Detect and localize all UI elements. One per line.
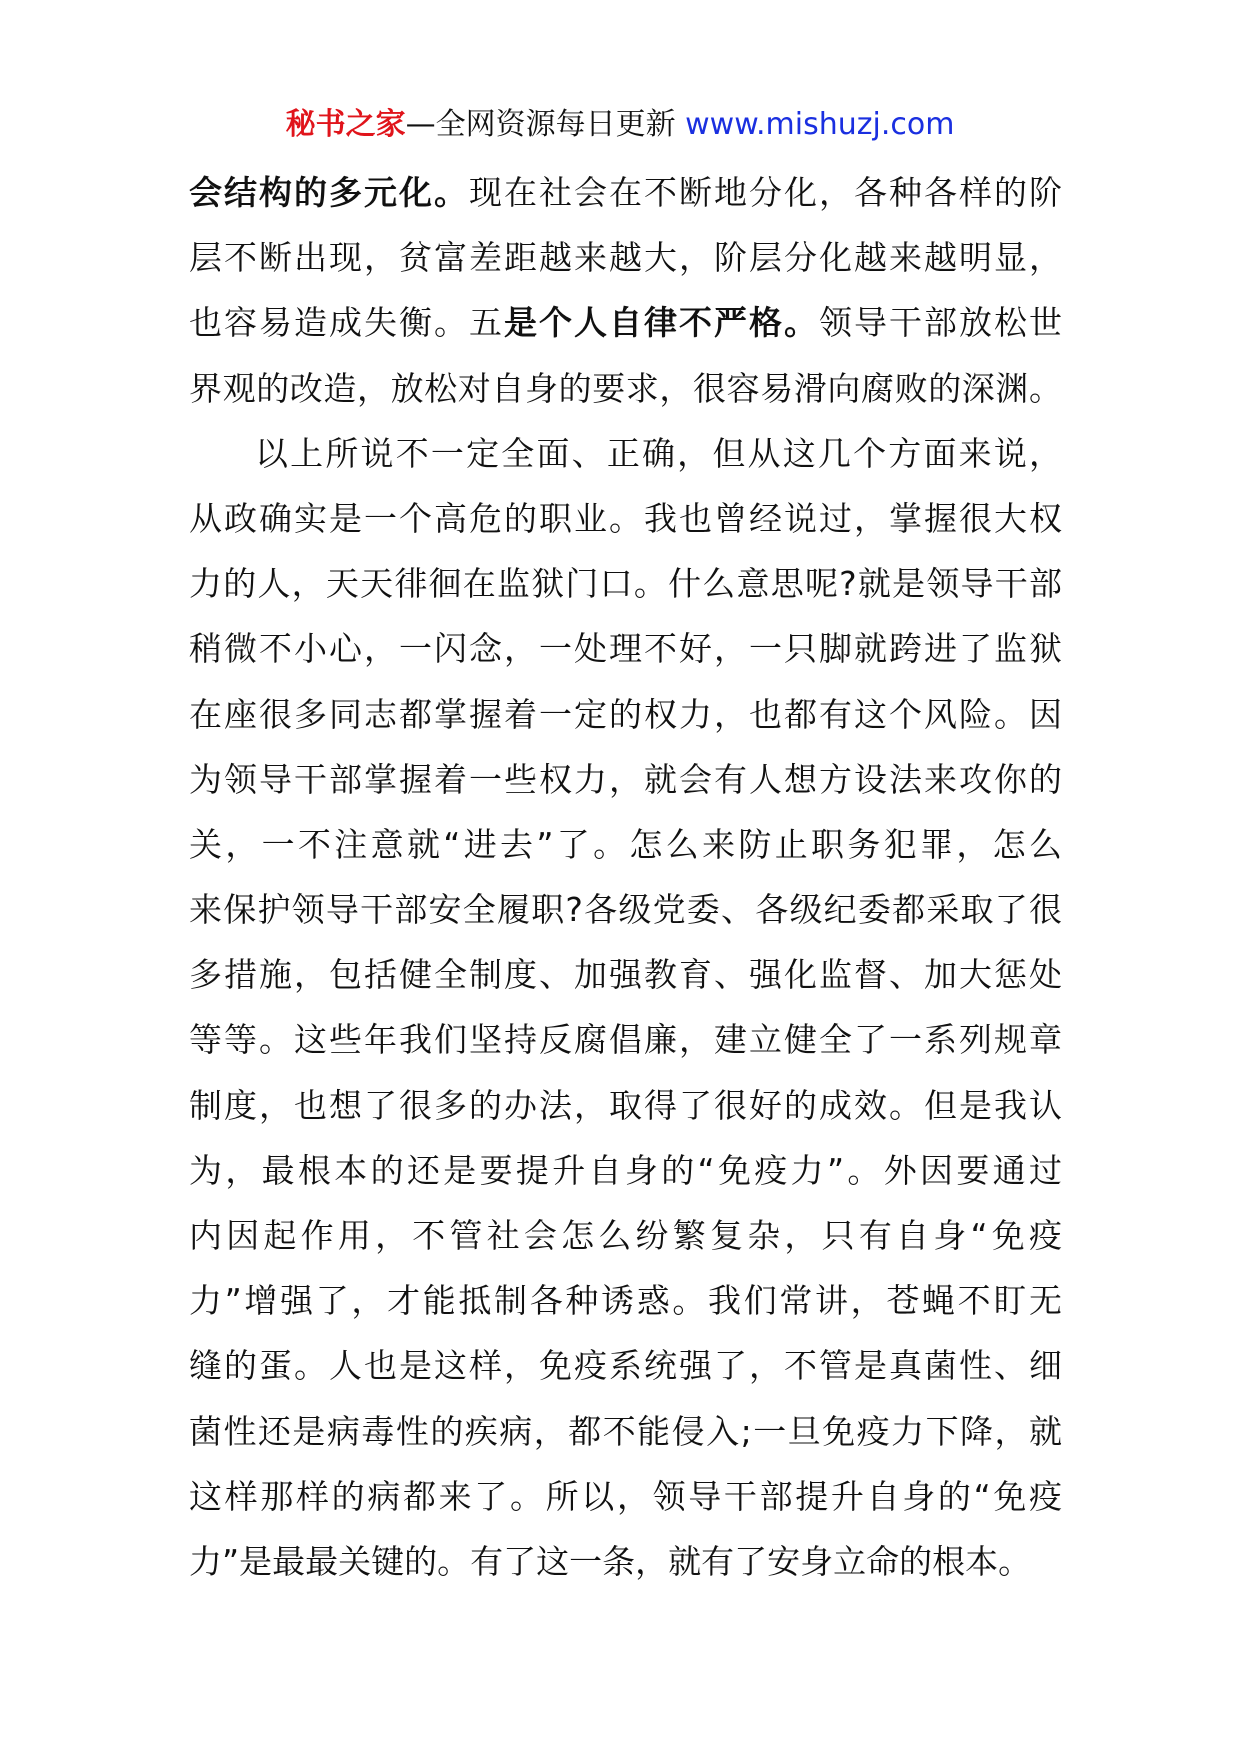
text-line: 以上所说不一定全面、正确，但从这几个方面来说， <box>255 433 1062 473</box>
text-line: 界观的改造，放松对自身的要求，很容易滑向腐败的深渊。 <box>189 368 1062 408</box>
text-line: 力的人，天天徘徊在监狱门口。什么意思呢?就是领导干部 <box>189 564 1062 604</box>
text-line: 菌性还是病毒性的疾病，都不能侵入;一旦免疫力下降，就 <box>189 1411 1062 1451</box>
text-line <box>189 160 1062 225</box>
line-text: 也容易造成失衡。五 <box>189 303 504 343</box>
paragraph-2 <box>189 421 1062 1594</box>
line-text: 现在社会在不断地分化，各种各样的阶 <box>469 173 1062 212</box>
text-line: 关，一不注意就“进去”了。怎么来防止职务犯罪，怎么 <box>189 824 1062 864</box>
text-line: 从政确实是一个高危的职业。我也曾经说过，掌握很大权 <box>189 498 1062 538</box>
text-line: 力”增强了，才能抵制各种诱惑。我们常讲，苍蝇不盯无 <box>189 1281 1062 1321</box>
header-slogan: —全网资源每日更新 <box>405 107 676 142</box>
text-line: 在座很多同志都掌握着一定的权力，也都有这个风险。因 <box>189 694 1062 734</box>
text-line: 内因起作用，不管社会怎么纷繁复杂，只有自身“免疫 <box>189 1216 1062 1255</box>
bold-phrase: 会结构的多元化。 <box>189 173 469 212</box>
text-line: 力”是最最关键的。有了这一条，就有了安身立命的根本。 <box>189 1541 1032 1581</box>
bold-phrase: 是个人自律不严格。 <box>504 303 819 343</box>
text-line: 层不断出现，贫富差距越来越大，阶层分化越来越明显， <box>189 238 1062 278</box>
paragraph-1 <box>189 160 1062 421</box>
page-header <box>0 104 1240 146</box>
text-line: 来保护领导干部安全履职?各级党委、各级纪委都采取了很 <box>189 890 1062 930</box>
text-line: 为，最根本的还是要提升自身的“免疫力”。外因要通过 <box>189 1150 1062 1190</box>
text-line: 缝的蛋。人也是这样，免疫系统强了，不管是真菌性、细 <box>189 1346 1062 1386</box>
header-url-link[interactable]: www.mishuzj.com <box>685 107 955 142</box>
text-line: 这样那样的病都来了。所以，领导干部提升自身的“免疫 <box>189 1476 1062 1516</box>
text-line: 多措施，包括健全制度、加强教育、强化监督、加大惩处 <box>189 955 1062 995</box>
document-body <box>189 160 1062 1594</box>
text-line: 制度，也想了很多的办法，取得了很好的成效。但是我认 <box>189 1085 1062 1125</box>
text-line: 为领导干部掌握着一些权力，就会有人想方设法来攻你的 <box>189 759 1062 799</box>
header-brand: 秘书之家 <box>285 107 406 142</box>
line-text: 领导干部放松世 <box>819 303 1062 343</box>
text-line: 等等。这些年我们坚持反腐倡廉，建立健全了一系列规章 <box>189 1020 1062 1060</box>
text-line <box>189 290 1062 355</box>
text-line: 稍微不小心，一闪念，一处理不好，一只脚就跨进了监狱 <box>189 629 1062 669</box>
